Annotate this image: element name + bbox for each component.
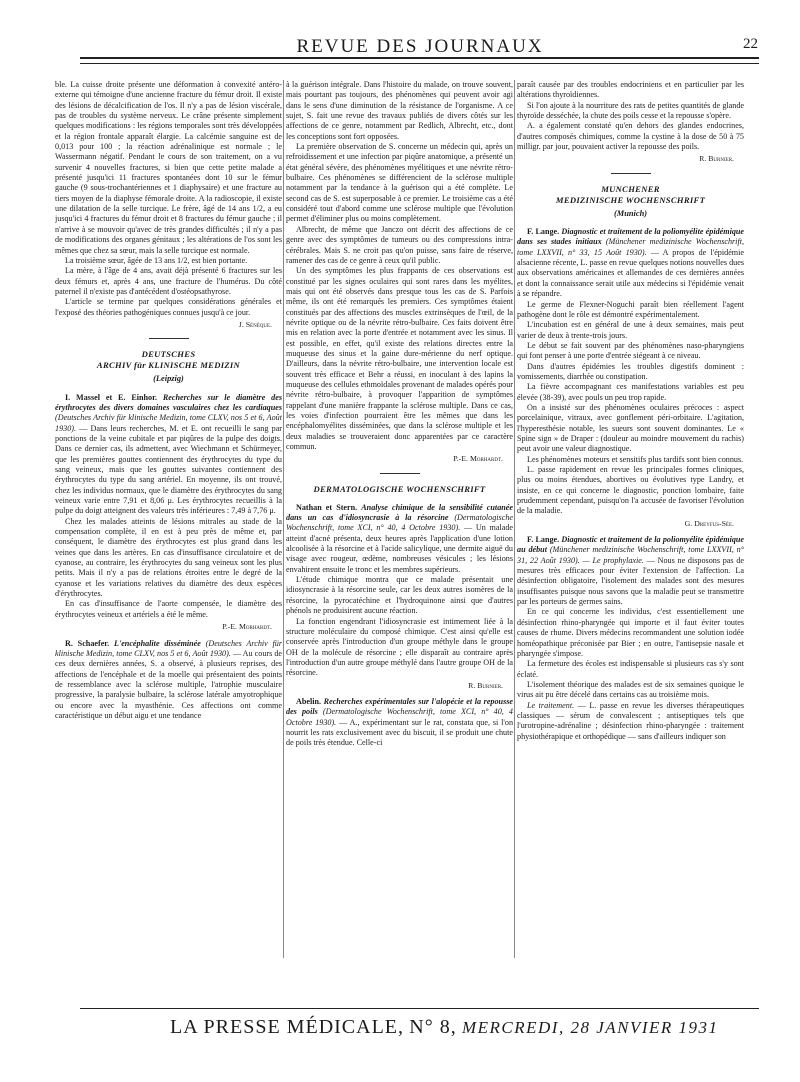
paragraph: L'article se termine par quelques considérations générales et l'exposé des théories pathogéniques connues jusqu'à ce jour. [55,297,282,317]
footer-date: MERCREDI, 28 JANVIER 1931 [461,1018,719,1037]
paragraph: Le traitement. — L. passe en revue les diverses thérapeutiques classiques — sérum de convalescent ; antiseptiques tels que l'urotropine-adrénaline ; désinfection rhino-pharyngée : traitement physiothérapique et orthopédique — sans d'ailleurs indiquer son [517,700,744,741]
article [517,227,744,299]
article-author: I. Massel et E. Einhor. [65,392,157,402]
header-rule [80,57,759,59]
section-lead: Le traitement. [527,700,575,710]
article-body: — A., expérimentant sur le rat, constata que, si l'on nourrit les rats exclusivement avec du biscuit, il se produit une chute de poils très étendue. Celle-ci [286,717,513,748]
column-2 [286,80,513,958]
section-separator [380,473,420,474]
journal-city: (Munich) [613,208,648,218]
article-title: Analyse chimique de la sensibilité cutanée dans un cas d'idiosyncrasie à la résorcine [286,502,513,523]
journal-heading: MUNCHENER MEDIZINISCHE WOCHENSCHRIFT [555,183,706,205]
section-lead: — Le prophylaxie. [582,555,644,565]
header-title: REVUE DES JOURNAUX [296,36,544,57]
footer-rule [80,1008,759,1009]
article [55,393,282,517]
author-signature: R. Burnier. [699,154,734,164]
paragraph: L'incubation est en général de une à deux semaines, mais peut varier de deux à trente-trois jours. [517,320,744,340]
paragraph: En cas d'insuffisance de l'aorte compensée, le diamètre des érythrocytes veineux et artériels a été le même. [55,599,282,619]
article-reference: (Deutsches Archiv für klinische Medizin, tome CLXV, nos 5 et 6, Août 1930). [55,638,282,658]
page-footer [170,1016,770,1039]
footer-issue: N° 8, [409,1016,457,1038]
paragraph: La première observation de S. concerne un médecin qui, après un refroidissement et une infection par piqûre anatomique, a présenté un état général sévère, des phénomènes myélitiques et une névrite rétro-bulbaire. Ces phénomènes se différencient de la sclérose multiple notamment par la tendance à la guérison qui a été complète. Le second cas de S. est superposable à ce premier. Le troisième cas a été considéré tout d'abord comme une sclérose multiple que l'évolution permet d'éliminer plus ou moins complètement. [286,142,513,224]
article-reference: (Deutsches Archiv für klinische Medizin, tome CLXV, nos 5 et 6, Août 1930). [55,413,282,433]
paragraph: L'isolement théorique des malades est de six semaines quoique le virus ait pu être décelé dans certains cas au troisième mois. [517,679,744,700]
author-signature: G. Dreyfus-Sée. [684,518,734,528]
paragraph: La troisième sœur, âgée de 13 ans 1/2, est bien portante. [65,255,248,265]
article-body: — Dans leurs recherches, M. et E. ont recueilli le sang par ponctions de la veine cubitale et par piqûres de la pulpe des doigts. Dans ce dernier cas, ils admettent, avec Wiechmann et Schürmeyer, que les premières gouttes contiennent des érythrocytes du type du sang veineux, mais que les gouttes suivantes contiennent des érythrocytes du type du sang artériel. En moyenne, ils ont trouvé, chez les individus normaux, que le diamètre des érythrocytes du sang veineux varie entre 7,91 et 8,06 μ. Les érythrocytes recueillis à la pulpe du doigt atteignent des valeurs très inférieures : 7,49 à 7,76 μ. [55,423,282,516]
paragraph: On a insisté sur des phénomènes oculaires précoces : aspect porcelainique, vitraux, avec gonflement péri-orbitaire. L'agitation, l'hyperesthésie notable, les sueurs sont souvent dominantes. Le « Spine sign » de Draper : (douleur au moindre mouvement du rachis) peut avoir une valeur diagnostique. [517,402,744,454]
article [55,639,282,722]
article-body: — Un malade atteint d'acné présenta, deux heures après l'application d'une lotion alcoolisée à la résorcine et à l'acide salicylique, une dermite aiguë du visage avec rougeur, œdème, nombreuses vésicules ; les lésions envahirent ensuite le tronc et les membres supérieurs. [286,523,513,574]
paragraph: Le début se fait souvent par des phénomènes naso-pharyngiens qui font penser à une porte d'entrée siégeant à ce niveau. [517,340,744,361]
paragraph: La mère, à l'âge de 4 ans, avait déjà présenté 6 fractures sur les deux fémurs et, après 4 ans, une fracture de l'humérus. Du côté paternel il n'existe pas d'antécédent d'ostéopsathyrose. [55,266,282,296]
paragraph: La fermeture des écoles est indispensable si plusieurs cas s'y sont éclaté. [517,659,744,679]
article-title: Diagnostic et traitement de la poliomyélite épidémique au début [517,535,744,555]
article-reference: (Münchener medizinische Wochenschrift, tome LXXVII, n° 31, 22 Août 1930). [517,545,744,565]
column-divider [514,80,515,958]
article-title: Recherches sur le diamètre des érythrocytes des divers domaines vasculaires chez les cardiaques [55,392,282,412]
running-header [80,36,760,57]
article-reference: (Dermatologische Wochenschrift, tome XCI, n° 40, 4 Octobre 1930). [286,513,513,533]
paragraph: Les phénomènes moteurs et sensitifs plus tardifs sont bien connus. [527,454,744,464]
paragraph: En ce qui concerne les individus, c'est essentiellement une désinfection rhino-pharyngée qui importe et il faut éviter toutes causes de rhume. Divers médecins recommandent une solution iodée homéopathique préconisée par Bier ; en outre, l'antisepsie nasale et pharyngée s'impose. [517,607,744,658]
paragraph: L'étude chimique montra que ce malade présentait une idiosyncrasie à la résorcine seule, car les deux autres isomères de la résorcine, la pyrocatéchine et l'hydroquinone ainsi que d'autres phénols ne produisirent aucune réaction. [286,575,513,616]
journal-city: (Leipzig) [153,374,184,384]
journal-heading: DERMATOLOGISCHE WOCHENSCHRIFT [313,483,486,494]
paragraph: Un des symptômes les plus frappants de ces observations est constitué par les signes oculaires qui sont rares dans les myélites, mais qui ont été observés dans presque tous les cas de S. Parfois même, ils ont été remarqués les premiers. Ces symptômes étaient constitués par des affections des muscles extrinsèques de l'œil, de la névrite optique ou de la névrite rétro-bulbaire. Ces faits doivent être mis en relation avec la porte d'entrée et notamment avec les sinus. Il est possible, en effet, qu'il existe des relations directes entre la muqueuse des sinus et la gaine dure-mérienne du nerf optique. D'ailleurs, dans la névrite rétro-bulbaire, une intervention locale est souvent très efficace et Behr a réussi, en inoculant à des lapins la muqueuse des cellules ethmoïdales provenant de malades opérés pour névrite rétro-bulbaire, à provoquer l'apparition de symptômes rappelant d'une manière frappante la sclérose multiple. Dans ce cas, les voies d'infection pourraient être les mêmes que dans les encéphalomyélites disséminées, que dans la sclérose multiple et les deux maladies se trouveraient donc apparentées par ce caractère commun. [286,266,513,452]
section-separator [149,338,189,339]
article-title: L'encéphalite disséminée [113,638,201,648]
article-reference: (Dermatologische Wochenschrift, tome XCI, n° 40, 4 Octobre 1930). [286,707,513,727]
paragraph: paraît causée par des troubles endocriniens et en particulier par les altérations thyroïdiennes. [517,80,744,100]
article-author: F. Lange. [527,535,560,545]
article-body: — Au cours de ces deux dernières années, S. a observé, à plusieurs reprises, des affections de l'encéphale et de la moelle qui présentaient des points de ressemblance avec la sclérose multiple, l'atrophie musculaire progressive, la paralysie bulbaire, la sclérose latérale amyotrophique ou encore avec la myasthénie. Ces affections ont comme caractéristique un début aigu et une tendance [55,648,282,720]
paragraph: à la guérison intégrale. Dans l'histoire du malade, on trouve souvent, mais pourtant pas toujours, des phénomènes qui peuvent avoir agi dans le sens d'une diminution de la résistance de l'organisme. A ce sujet, S. fait une revue des travaux publiés de divers côtés sur les affections de ce genre, notamment par Redlich, Albrecht, etc., dont les conceptions sont fort opposées. [286,80,513,141]
column-divider [283,80,284,958]
section-separator [611,173,651,174]
paragraph: La fièvre accompagnant ces manifestations variables est peu élevée (38-39), avec pouls un peu trop rapide. [517,382,744,402]
article-body: — A propos de l'épidémie alsacienne récente, L. passe en revue quelques notions nouvelles dues aux observations américaines et allemandes de ces dernières années et dont la connaissance serait utile aux médecins si l'épidémie venait à se répandre. [517,247,744,299]
article-author: F. Lange. [527,227,560,237]
column-3 [517,80,744,958]
header-rule-thin [80,63,759,64]
author-signature: J. Sénèque. [238,319,272,329]
article [517,535,744,607]
article-title: Diagnostic et traitement de la poliomyélite épidémique dans ses stades initiaux [517,227,744,247]
article-author: R. Schaefer. [65,638,110,648]
article-title: Recherches expérimentales sur l'alopécie et la repousse des poils [286,696,513,717]
article-body: — Nous ne disposons pas de mesures très efficaces pour éviter l'extension de l'affection. La désinfection obligatoire, l'isolement des malades sont des mesures insuffisantes puisque nous savons que la maladie peut se transmettre par les porteurs de germes sains. [517,555,744,607]
page-number: 22 [743,36,758,52]
paragraph: Dans d'autres épidémies les troubles digestifs dominent : vomissements, diarrhée ou constipation. [517,361,744,381]
footer-journal: LA PRESSE MÉDICALE, [170,1016,405,1038]
article-author: Nathan et Stern. [296,502,358,512]
paragraph: La fonction engendrant l'idiosyncrasie est intimement liée à la structure moléculaire du composé chimique. C'est ainsi qu'elle est conservée après l'introduction d'un groupe méthyle dans le groupe OH de la molécule de résorcine ; elle disparaît au contraire après l'introduction d'un autre groupe méthylé dans l'autre groupe OH de la résorcine. [286,616,513,678]
paragraph: L. passe rapidement en revue les principales formes cliniques, plus ou moins étendues, abortives ou évolutives type Landry, et insiste, en ce qui concerne le diagnostic, ponction lombaire, faite prudemment cependant, puisqu'on l'a accusée de favoriser l'évolution de la maladie. [517,465,744,516]
paragraph: Si l'on ajoute à la nourriture des rats de petites quantités de glande thyroïde desséchée, la chute des poils cesse et la repousse s'opère. [517,100,744,121]
article-author: Abelin. [296,696,322,706]
paragraph: Albrecht, de même que Janczo ont décrit des affections de ce genre avec des symptômes de tumeurs ou des compressions intra-cérébrales. Mais S. ne croit pas qu'on puisse, sans faire de réserve, ramener des cas de ce genre à ceux qu'il public. [286,224,513,265]
journal-heading: DEUTSCHES ARCHIV für KLINISCHE MEDIZIN [96,349,241,371]
author-signature: R. Burnier. [468,680,503,690]
article-reference: (Münchener medizinische Wochenschrift, tome LXXVII, n° 33, 15 Août 1930). [517,237,744,257]
paragraph: Le germe de Flexner-Noguchi paraît bien réellement l'agent pathogène dont le rôle est démontré expérimentalement. [517,299,744,319]
column-1 [55,80,282,958]
article [286,697,513,749]
paragraph: A. a également constaté qu'en dehors des glandes endocrines, d'autres composés chimiques, comme la cystine à la dose de 50 à 75 milligr. par jour, pouvaient activer la repousse des poils. [517,121,744,152]
paragraph: ble. La cuisse droite présente une déformation à convexité antéro-externe qui témoigne d'une ancienne fracture du fémur droit. Il existe des lésions de décalcification de l'os. Il n'y a pas de lésion viscérale, pas de troubles du système nerveux. Le crâne présente simplement quelques modifications : les régions temporales sont très développées et la région frontale apparaît élargie. La calcémie sanguine est de 0,013 pour 100 ; la réaction adrénalinique est normale ; le Wassermann négatif. Pendant le cours de son traitement, on a vu survenir 4 nouvelles fractures, si bien que cette petite malade a présenté jusqu'ici 11 fractures spontanées dont 10 sur le fémur gauche (9 sous-trochantériennes et 1 diaphysaire) et une fracture au tiers moyen de la diaphyse fémorale droite. A la radioscopie, il existe une dilatation de la selle turcique. Le frère, âgé de 14 ans 1/2, a eu jusqu'ici 4 fractures du fémur droit et 8 fractures du fémur gauche ; il n'arrive à se mouvoir qu'avec de très grandes difficultés ; il n'y a pas de modifications des organes génitaux ; les altérations de l'os sont les mêmes que chez sa sœur, mais la selle turcique est normale. [55,80,282,255]
paragraph: Chez les malades atteints de lésions mitrales au stade de la compensation complète, il en est à peu près de même et, par conséquent, le diamètre des érythrocytes est plus grand dans les veines que dans les artères. En cas d'insuffisance circulatoire et de cyanose, au contraire, les érythrocytes du sang veineux sont les plus petits. Mais il n'y a pas de relations étroites entre le degré de la cyanose et les variations relatives du diamètre des deux espèces d'érythrocytes. [55,516,282,599]
author-signature: P.-E. Morhardt. [222,622,272,632]
article [286,503,513,575]
author-signature: P.-E. Morhardt. [453,454,503,464]
